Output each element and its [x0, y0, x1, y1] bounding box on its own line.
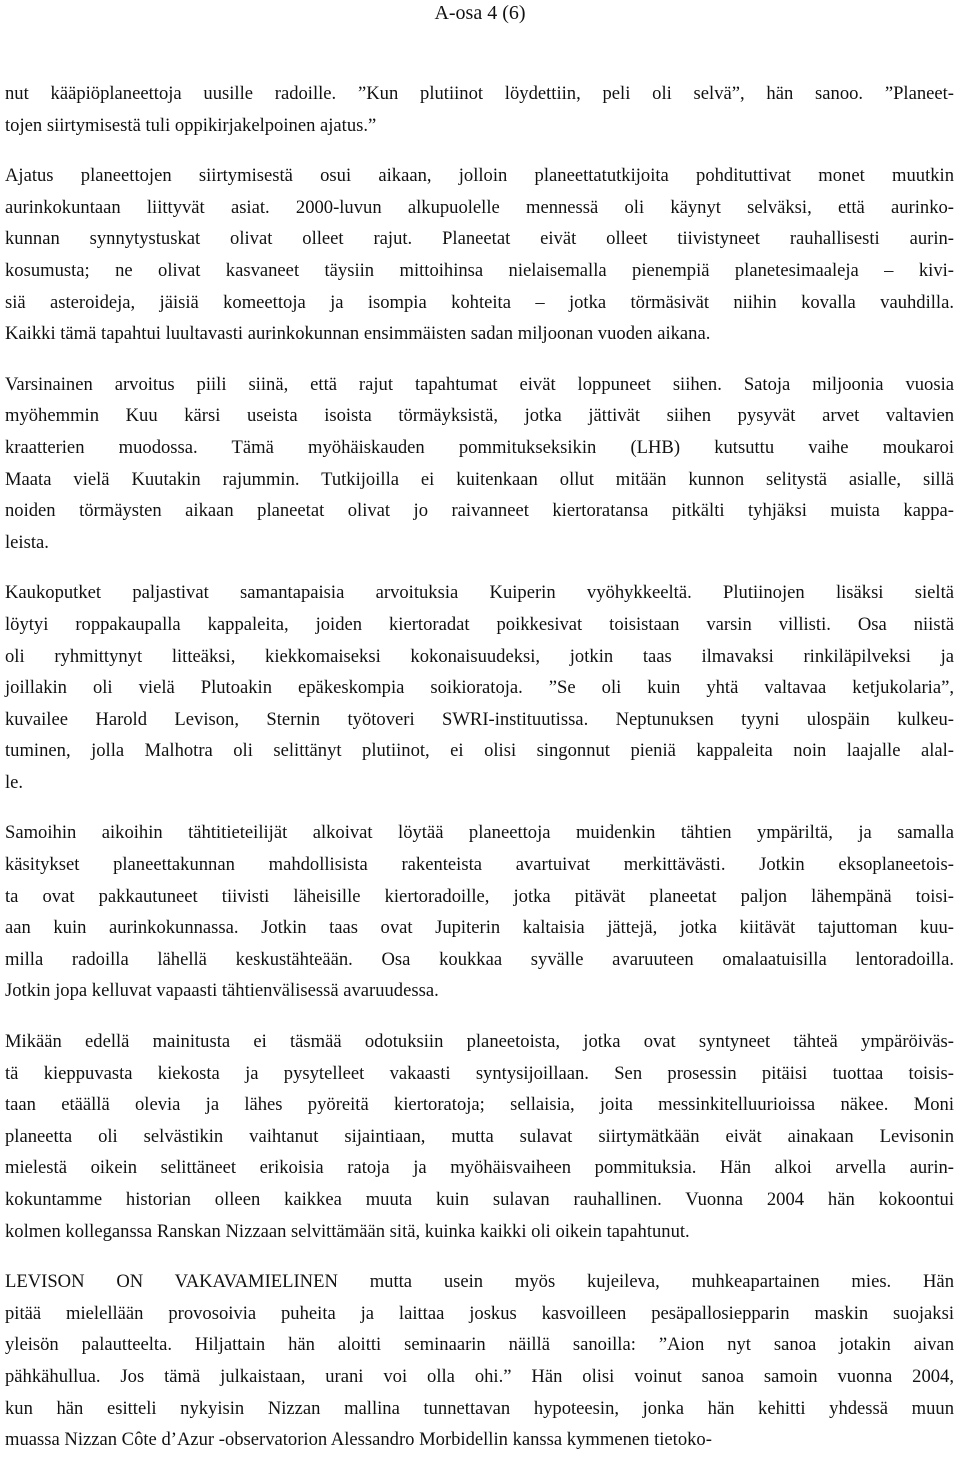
- text-line: taan etäällä olevia ja lähes pyöreitä kiertoratoja; sellaisia, joita messinkitelluurioissa näkee. Moni: [5, 1094, 954, 1116]
- text-line: le.: [5, 771, 24, 793]
- text-line: Samoihin aikoihin tähtitieteilijät alkoivat löytää planeettoja muidenkin tähtien ympäriltä, ja samalla: [5, 822, 954, 844]
- text-line: käsitykset planeettakunnan mahdollisista rakenteista avartuivat merkittävästi. Jotkin eksoplaneetois-: [5, 854, 954, 876]
- text-line: pitää mielellään provosoivia puheita ja laittaa joskus kasvoilleen pesäpallosiepparin maskin suojaksi: [5, 1302, 954, 1324]
- text-line: kraatterien muodossa. Tämä myöhäiskauden pommitukseksikin (LHB) kutsuttu vaihe moukaroi: [5, 436, 954, 458]
- text-line: ta ovat pakkautuneet tiivisti läheisille kiertoradoille, jotka pitävät planeetat paljon lähempänä toisi-: [5, 885, 954, 907]
- text-line: noiden törmäysten aikaan planeetat olivat jo raivanneet kiertoratansa pitkälti tyhjäksi muista kappa-: [5, 500, 954, 522]
- page-number-header: A-osa 4 (6): [434, 2, 526, 24]
- text-line: aan kuin aurinkokunnassa. Jotkin taas ovat Jupiterin kaltaisia jättejä, jotka kiitävät tajuttoman kuu-: [5, 917, 954, 939]
- text-line: mielestä oikein selittäneet erikoisia ratoja ja myöhäisvaiheen pommituksia. Hän alkoi arvella aurin-: [5, 1157, 954, 1179]
- text-line: tuminen, jolla Malhotra oli selittänyt plutiinot, ei olisi singonnut pieniä kappaleita noin laajalle alal-: [5, 740, 954, 762]
- text-line: joillakin oli vielä Plutoakin epäkeskompia soikioratoja. ”Se oli kuin yhtä valtavaa ketjukolaria”,: [5, 677, 954, 699]
- text-line: aurinkokuntaan liittyvät asiat. 2000-luvun alkupuolelle mennessä oli käynyt selväksi, että aurinko-: [5, 196, 954, 218]
- text-line: löytyi roppakaupalla kappaleita, joiden kiertoradat poikkesivat toisistaan varsin villisti. Osa niistä: [5, 613, 954, 635]
- text-line: nut kääpiöplaneettoja uusille radoille. ”Kun plutiinot löydettiin, peli oli selvä”, hän sanoo. ”Planeet-: [5, 83, 954, 104]
- text-line: tä kieppuvasta kiekosta ja pysytelleet vakaasti syntysijoillaan. Sen prosessin pitäisi tuottaa toisis-: [5, 1062, 954, 1084]
- text-line: kosumusta; ne olivat kasvaneet täysiin mittoihinsa nielaisemalla pienempiä planetesimaaleja – kivi-: [5, 259, 954, 281]
- text-line: kuvailee Harold Levison, Sternin työtoveri SWRI-instituutissa. Neptunuksen tyyni ulospäin kulkeu-: [5, 708, 954, 730]
- text-line: yleisön palautteelta. Hiljattain hän aloitti seminaarin näillä sanoilla: ”Aion nyt sanoa jotakin aivan: [5, 1334, 954, 1356]
- text-line: kolmen kolleganssa Ranskan Nizzaan selvittämään sitä, kuinka kaikki oli oikein tapahtunut.: [5, 1220, 690, 1242]
- text-line: leista.: [5, 531, 49, 553]
- text-line: kun hän esitteli nykyisin Nizzan mallina tunnettavan hypoteesin, jonka hän kehitti yhdessä muun: [5, 1397, 954, 1419]
- text-line: Mikään edellä mainitusta ei täsmää odotuksiin planeetoista, jotka ovat syntyneet tähteä ympäröiväs-: [5, 1031, 954, 1053]
- text-line: siä asteroideja, jäisiä komeettoja ja isompia kohteita – jotka törmäsivät niihin kovalla vauhdilla.: [5, 291, 954, 313]
- text-line: kunnan synnytystuskat olivat olleet rajut. Planeetat eivät olleet tiivistyneet rauhallisesti aurin-: [5, 228, 954, 250]
- text-line: Kaikki tämä tapahtui luultavasti aurinkokunnan ensimmäisten sadan miljoonan vuoden aikana.: [5, 323, 711, 345]
- text-line: pähkähullua. Jos tämä julkaistaan, urani voi olla ohi.” Hän olisi voinut sanoa samoin vuonna 2004,: [5, 1365, 954, 1387]
- paragraph: [5, 577, 954, 798]
- text-line: tojen siirtymisestä tuli oppikirjakelpoinen ajatus.”: [5, 114, 377, 136]
- text-line: milla radoilla lähellä keskustähteään. Osa koukkaa syvälle avaruuteen omalaatuisilla lentoradoilla.: [5, 948, 954, 970]
- text-line: kokuntamme historian olleen kaikkea muuta kuin sulavan rauhallinen. Vuonna 2004 hän kokoontui: [5, 1189, 954, 1210]
- text-line: Jotkin jopa kelluvat vapaasti tähtienvälisessä avaruudessa.: [5, 980, 439, 1002]
- paragraph: [5, 1266, 954, 1456]
- text-line: oli ryhmittynyt litteäksi, kiekkomaiseksi kokonaisuudeksi, jotkin taas ilmavaksi rinkiläpilveksi ja: [5, 645, 954, 667]
- text-line: planeetta oli selvästikin vaihtanut sijaintiaan, mutta sulavat siirtymätkään eivät ainakaan Levisonin: [5, 1125, 954, 1147]
- paragraph: [5, 78, 954, 141]
- text-line: myöhemmin Kuu kärsi useista isoista törmäyksistä, jotka jättivät siihen pysyvät arvet valtavien: [5, 405, 954, 427]
- paragraph: [5, 1026, 954, 1247]
- text-line: muassa Nizzan Côte d’Azur -observatorion Alessandro Morbidellin kanssa kymmenen tietoko-: [5, 1429, 712, 1451]
- text-line: Varsinainen arvoitus piili siinä, että rajut tapahtumat eivät loppuneet siihen. Satoja miljoonia vuosia: [5, 373, 954, 395]
- paragraph: [5, 369, 954, 559]
- paragraph: [5, 817, 954, 1007]
- text-line: Maata vielä Kuutakin rajummin. Tutkijoilla ei kuitenkaan ollut mitään kunnon selitystä asialle, sillä: [5, 468, 954, 490]
- article-body: [5, 78, 954, 1475]
- text-line: LEVISON ON VAKAVAMIELINEN mutta usein myös kujeileva, muhkeapartainen mies. Hän: [5, 1271, 954, 1293]
- text-line: Kaukoputket paljastivat samantapaisia arvoituksia Kuiperin vyöhykkeeltä. Plutiinojen lisäksi sieltä: [5, 582, 954, 604]
- paragraph: [5, 160, 954, 350]
- text-line: Ajatus planeettojen siirtymisestä osui aikaan, jolloin planeettatutkijoita pohdituttivat monet muutkin: [5, 165, 954, 187]
